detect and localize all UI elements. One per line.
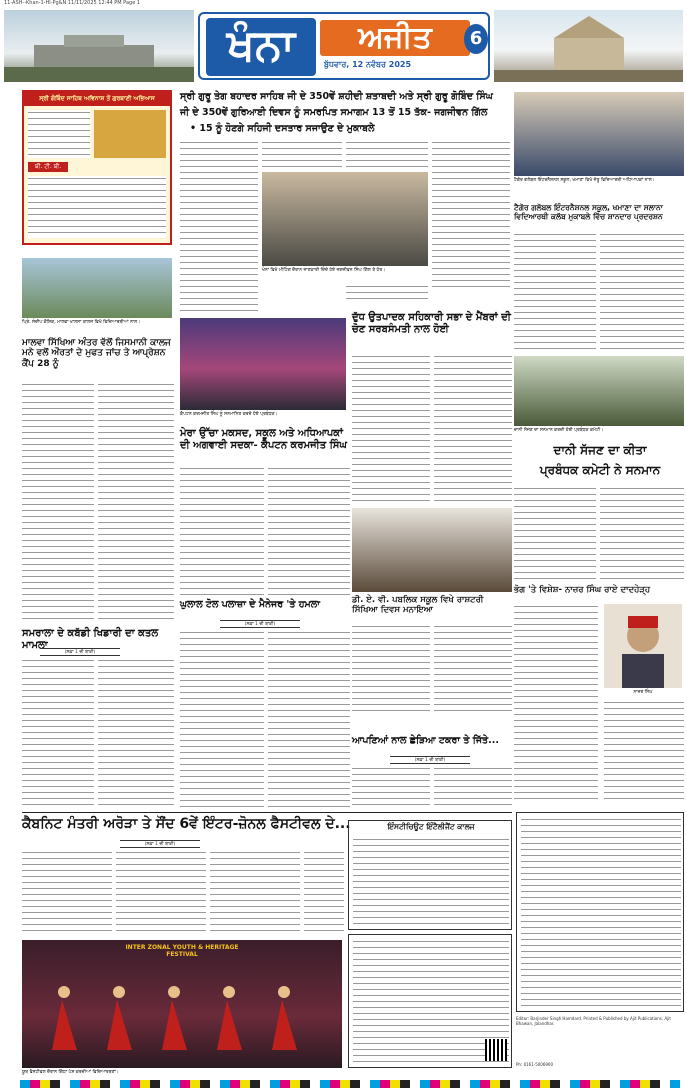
building-icon — [4, 10, 194, 82]
lead-photo-caption: ਖੰਨਾ ਵਿਖੇ ਮੀਟਿੰਗ ਦੌਰਾਨ ਜਾਣਕਾਰੀ ਦਿੰਦੇ ਹੋਏ ਜਗਜੀਵਨ ਸਿੰਘ ਗਿੱਲ ਤੇ ਹੋਰ। — [262, 268, 386, 273]
notice-box — [348, 934, 512, 1068]
institute-box — [348, 820, 512, 930]
samrala-headline: ਸਮਰਾਲਾ ਦੇ ਕਬੱਡੀ ਖਿਡਾਰੀ ਦਾ ਕਤਲ ਮਾਮਲਾ — [22, 628, 159, 651]
ghulal-body-col2 — [268, 630, 350, 810]
cabinet-jump: (ਸਫ਼ਾ 1 ਦੀ ਬਾਕੀ) — [120, 840, 200, 848]
samrala-body-col2 — [98, 658, 174, 808]
issue-date: ਬੁੱਧਵਾਰ, 12 ਨਵੰਬਰ 2025 — [324, 60, 412, 69]
nazar-portrait — [604, 604, 682, 688]
divider-line — [22, 812, 512, 813]
lead-body-col1b — [180, 272, 258, 312]
malwa-headline: ਮਾਲਵਾ ਸਿੱਖਿਆ ਅੰਤਰ ਵੱਲੋਂ ਜਿਸਮਾਨੀ ਕਾਲਜ ਮਨੇ ਵਲੋਂ ਔਰਤਾਂ ਦੇ ਮੁਫਤ ਜਾਂਚ ਤੇ ਆਪ੍ਰੇਸ਼ਨ ਕੈਂਪ 28 ਨੂੰ — [22, 338, 171, 369]
aapna-headline: ਆਪਣਿਆਂ ਨਾਲ ਛੇੜਿਆ ਟਕਰਾ ਤੇ ਜਿੱਤੇ... — [352, 735, 499, 746]
daani-photo-caption: ਦਾਨੀ ਸੱਜਣ ਦਾ ਸਨਮਾਨ ਕਰਦੀ ਹੋਈ ਪ੍ਰਬੰਧਕ ਕਮੇਟੀ। — [514, 428, 604, 433]
school-headline: ਟੈਗੋਰ ਗਲੋਬਲ ਇੰਟਰਨੈਸ਼ਨਲ ਸਕੂਲ, ਖਮਾਣਾ ਦਾ ਸਲਾਨਾ ਵਿਦਿਆਰਥੀ ਕਲੱਬ ਮੁਕਾਬਲੇ ਵਿੱਚ ਸ਼ਾਨਦਾਰ ਪ੍ਰਦਰਸ਼ਨ — [514, 203, 663, 221]
person-icon — [604, 604, 682, 688]
doodh-headline: ਦੁੱਧ ਉਤਪਾਦਕ ਸਹਿਕਾਰੀ ਸਭਾ ਦੇ ਮੈਂਬਰਾਂ ਦੀ ਚੋਣ ਸਰਬਸੰਮਤੀ ਨਾਲ ਹੋਈ — [352, 312, 511, 335]
daani-headline-2: ਪ੍ਰਬੰਧਕ ਕਮੇਟੀ ਨੇ ਸਨਮਾਨ — [539, 463, 661, 477]
dav-photo — [352, 508, 512, 592]
school-photo — [514, 92, 684, 176]
lead-body-col4 — [432, 140, 510, 290]
daani-photo — [514, 356, 684, 426]
ghulal-jump: (ਸਫ਼ਾ 1 ਦੀ ਬਾਕੀ) — [220, 620, 300, 628]
dav-body-col2 — [434, 624, 512, 716]
classified-box — [516, 812, 684, 1012]
school-body-col1 — [514, 232, 596, 352]
samrala-body-col1 — [22, 658, 94, 808]
ghulal-headline: ਘੁਲਾਲ ਟੋਲ ਪਲਾਜ਼ਾ ਦੇ ਮੈਨੇਜਰ 'ਤੇ ਹਮਲਾ — [180, 599, 320, 610]
masthead-center — [198, 12, 490, 80]
city-title: ਖੰਨਾ — [206, 18, 316, 76]
masthead — [0, 10, 687, 82]
school-photo-caption: ਟੈਗੋਰ ਗਲੋਬਲ ਇੰਟਰਨੈਸ਼ਨਲ ਸਕੂਲ, ਖਮਾਣਾ ਵਿਖੇ ਜੇਤੂ ਵਿਦਿਆਰਥੀ ਅਧਿਆਪਕਾਂ ਨਾਲ। — [514, 178, 655, 183]
masthead-left-photo — [4, 10, 194, 82]
print-slug: 11-ASH--Khan-1-Hl-Pg&Ñ 11/11/2025 12:44 PM Page 1 — [4, 0, 141, 6]
nazar-name: ਨਾਜ਼ਰ ਸਿੰਘ — [633, 690, 653, 695]
group-photo-caption: ਪ੍ਰਿੰ. ਸੰਦੀਪ ਕੌਸ਼ਿਕ, ਮਾਲਵਾ ਖਾਲਸਾ ਕਾਲਜ ਵਿਖੇ ਵਿਦਿਆਰਥੀਆਂ ਨਾਲ। — [22, 320, 141, 325]
samrala-jump: (ਸਫ਼ਾ 1 ਦੀ ਬਾਕੀ) — [40, 648, 120, 656]
aapna-jump: (ਸਫ਼ਾ 1 ਦੀ ਬਾਕੀ) — [390, 756, 470, 764]
page-number: 6 — [464, 24, 488, 54]
temple-icon — [494, 10, 683, 82]
aapna-body-col1 — [352, 766, 430, 810]
dav-headline: ਡੀ. ਏ. ਵੀ. ਪਬਲਿਕ ਸਕੂਲ ਵਿਖੇ ਰਾਸ਼ਟਰੀ ਸਿੱਖਿਆ ਦਿਵਸ ਮਨਾਇਆ — [352, 595, 484, 615]
school-body-col2 — [600, 232, 684, 352]
cabinet-body-col2 — [116, 850, 206, 936]
malwa-body-col2 — [98, 382, 174, 622]
lead-body-col3b — [346, 284, 428, 304]
dav-body-col1 — [352, 624, 430, 716]
institute-body — [353, 837, 509, 927]
nazar-headline: ਭੋਗ 'ਤੇ ਵਿਸ਼ੇਸ਼- ਨਾਜ਼ਰ ਸਿੰਘ ਰਾਏ ਦਾਦਹੇੜ੍ਹ — [514, 585, 651, 595]
aapna-body-col2 — [434, 766, 512, 810]
lead-headline-2: ਜੀ ਦੇ 350ਵੇਂ ਗੁਰਿਆਈ ਦਿਵਸ ਨੂੰ ਸਮਰਪਿਤ ਸਮਾਗਮ 13 ਤੋਂ 15 ਤੱਕ- ਜਗਜੀਵਨ ਗਿੱਲ — [180, 107, 488, 118]
ad-title: ਸ੍ਰੀ ਗੋਬਿੰਦ ਸਾਹਿਬ ਅਵਿਨਾਸ਼ ਤੋਂ ਗੁਰਬਾਣੀ ਅਭਿਆਸ — [24, 92, 170, 106]
ad-label: ਬੀ. ਟੀ. ਬੀ. — [28, 162, 68, 172]
cabinet-headline: ਕੈਬਨਿਟ ਮੰਤਰੀ ਅਰੋੜਾ ਤੇ ਸੌਂਦ 6ਵੇਂ ਇੰਟਰ-ਜ਼ੋਨਲ ਫੈਸਟੀਵਲ ਦੇ... — [22, 816, 351, 832]
doodh-body-col2 — [434, 354, 512, 504]
paper-title: ਅਜੀਤ — [320, 20, 470, 56]
classified-body — [521, 817, 681, 1009]
cabinet-body-col3 — [210, 850, 300, 936]
ghulal-body-col1 — [180, 630, 264, 810]
lead-body-col1 — [180, 140, 258, 270]
daani-headline-1: ਦਾਨੀ ਸੱਜਣ ਦਾ ਕੀਤਾ — [553, 443, 647, 457]
ad-text-block — [28, 110, 90, 158]
dance-photo — [22, 940, 342, 1068]
lead-body-col3 — [346, 140, 428, 170]
lead-subhead: • 15 ਨੂੰ ਹੋਣਗੇ ਸਹਿਜੀ ਦਸਤਾਰ ਸਜਾਉਣ ਦੇ ਮੁਕਾਬਲੇ — [190, 123, 375, 134]
registration-bar — [20, 1080, 680, 1088]
festival-banner: INTER ZONAL YOUTH & HERITAGE FESTIVAL — [125, 944, 239, 958]
cabinet-body-col1 — [22, 850, 112, 936]
institute-headline: ਇੰਸਟੀਚਿਊਟ ਇੰਟੈਲੀਜੈਂਟ ਕਾਲਜ — [387, 822, 475, 831]
daani-body-col1 — [514, 486, 596, 582]
group-photo — [22, 258, 172, 318]
dance-photo-caption: ਯੂਥ ਫੈਸਟੀਵਲ ਦੌਰਾਨ ਗਿੱਧਾ ਪੇਸ਼ ਕਰਦੀਆਂ ਵਿਦਿਆਰਥਣਾਂ। — [22, 1070, 119, 1075]
daani-body-col2 — [600, 486, 684, 582]
masthead-right-photo — [494, 10, 683, 82]
nazar-body-col2 — [604, 700, 684, 804]
lead-body-col2 — [262, 140, 342, 170]
lead-photo — [262, 172, 428, 266]
malwa-body-col1 — [22, 382, 94, 622]
nazar-body-col1 — [514, 604, 598, 804]
stage-photo — [180, 318, 346, 410]
mera-body-col2 — [268, 466, 350, 596]
stage-photo-caption: ਕੈਪਟਨ ਕਰਮਜੀਤ ਸਿੰਘ ਨੂੰ ਸਨਮਾਨਿਤ ਕਰਦੇ ਹੋਏ ਪ੍ਰਬੰਧਕ। — [180, 412, 278, 417]
golden-temple-photo — [94, 110, 166, 158]
ad-box — [22, 90, 172, 245]
mera-body-col1 — [180, 466, 264, 596]
phone: Ph: 0161-5006900 — [516, 1062, 554, 1067]
cabinet-body-col4 — [304, 850, 344, 936]
ad-text-block-2 — [28, 176, 166, 238]
dancers-icon — [22, 940, 342, 1068]
doodh-body-col1 — [352, 354, 430, 504]
lead-headline-1: ਸ੍ਰੀ ਗੁਰੂ ਤੇਗ ਬਹਾਦਰ ਸਾਹਿਬ ਜੀ ਦੇ 350ਵੇਂ ਸ਼ਹੀਦੀ ਸ਼ਤਾਬਦੀ ਅਤੇ ਸ੍ਰੀ ਗੁਰੂ ਗੋਬਿੰਦ ਸਿੰਘ — [180, 91, 493, 102]
mera-headline: ਮੇਰਾ ਉੱਚਾ ਮਕਸਦ, ਸਕੂਲ ਅਤੇ ਅਧਿਆਪਕਾਂ ਦੀ ਅਗਵਾਈ ਸਦਕਾ- ਕੈਪਟਨ ਕਰਮਜੀਤ ਸਿੰਘ — [180, 428, 347, 451]
qr-code-icon — [485, 1039, 507, 1061]
imprint: Editor: Barjinder Singh Hamdard. Printed & Published by Ajit Publications, Ajit Bhawan, Jalandhar. — [516, 1016, 671, 1026]
